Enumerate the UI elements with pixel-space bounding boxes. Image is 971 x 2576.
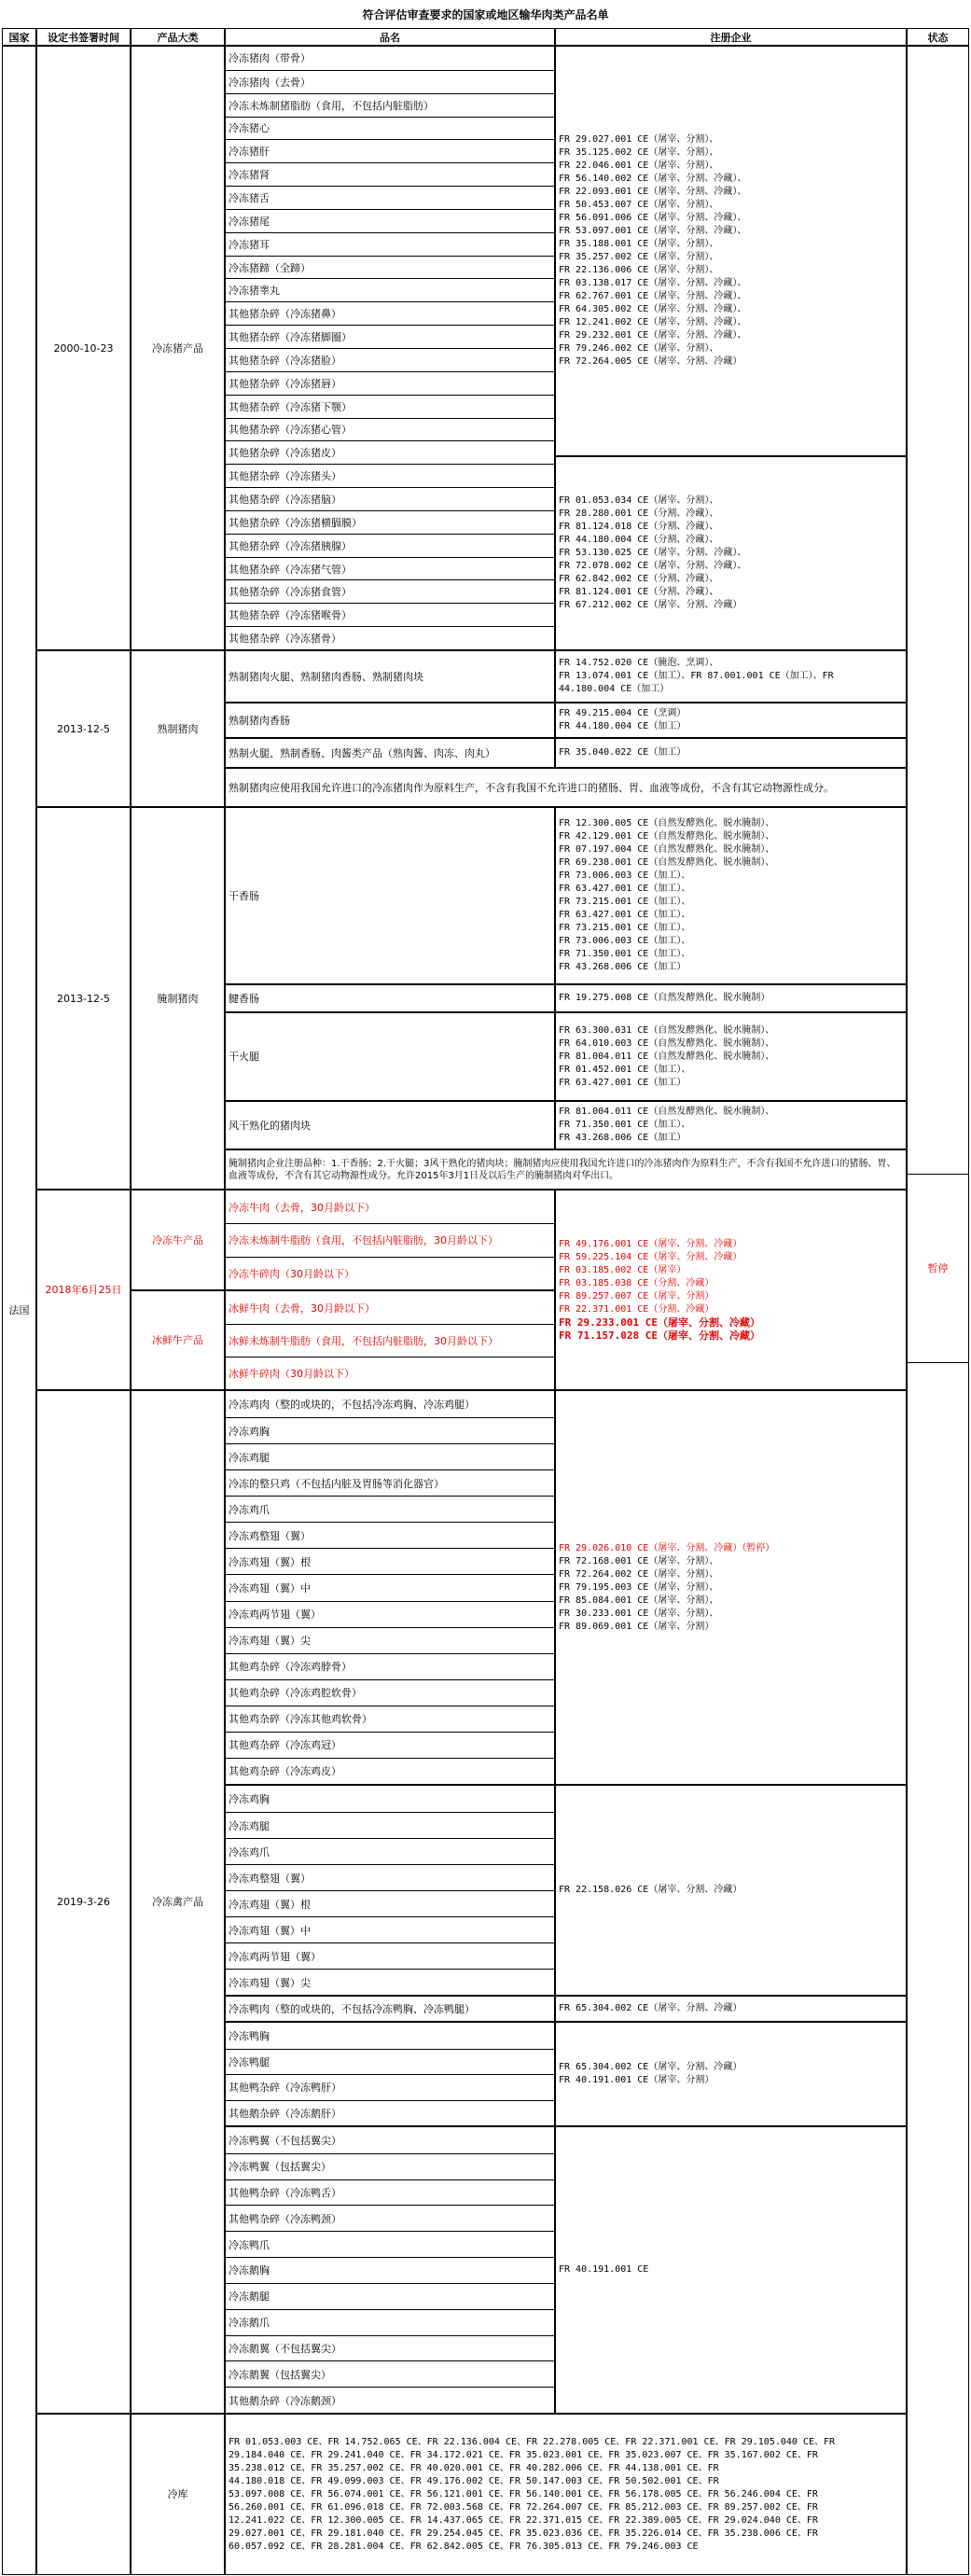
product-item: 冷冻鸡胸 (229, 1793, 270, 1805)
poultry-group1-enterprise-list: FR 72.168.001 CE（屠宰、分割）、 FR 72.264.002 CE（屠宰、分割）、 FR 79.195.003 CE（屠宰、分割）、 FR 85.084.001 CE（屠宰、分割）、 FR 30.233.001 CE（屠宰、分割）、 FR 89.069.001 CE（屠宰、分割） (559, 1555, 719, 1632)
product-item: 冰鲜未炼制牛脂肪（食用，不包括内脏脂肪，30月龄以下） (226, 1324, 554, 1357)
product-item: 冷冻牛肉（去骨，30月龄以下） (229, 1201, 375, 1214)
pork-product-list (225, 46, 555, 650)
poultry-group3-enterprises: FR 65.304.002 CE（屠宰、分割、冷藏） (555, 1996, 907, 2022)
product-item: 其他鸡杂碎（冷冻鸡脖骨） (226, 1653, 554, 1679)
product-item: 冷冻鹅胸 (226, 2257, 554, 2283)
beef-enterprise-item: FR 03.185.002 CE（屠宰） (559, 1264, 687, 1275)
cooked-product-3: 熟制火腿、熟制香肠、肉酱类产品（熟肉酱、肉冻、肉丸） (225, 738, 555, 768)
product-item: 其他鹅杂碎（冷冻鹅肝） (226, 2100, 554, 2126)
product-item: 其他猪杂碎（冷冻猪气管） (226, 557, 554, 580)
product-item: 其他鸭杂碎（冷冻鸭颈） (226, 2205, 554, 2231)
product-item: 冷冻猪肾 (226, 162, 554, 186)
product-item: 其他鸡杂碎（冷冻其他鸡软骨） (226, 1706, 554, 1732)
product-item: 冷冻鸡肉（整的或块的，不包括冷冻鸡胸、冷冻鸡腿） (229, 1399, 475, 1412)
product-item: 其他猪杂碎（冷冻猪胰腺） (226, 534, 554, 557)
beef-enterprises (555, 1190, 907, 1390)
product-item: 其他鸭杂碎（冷冻鸭舌） (226, 2179, 554, 2206)
coldstore-category: 冷库 (131, 2414, 225, 2575)
header-product: 品名 (225, 28, 555, 46)
cooked-product-2: 熟制猪肉香肠 (225, 703, 555, 738)
product-item: 冷冻鸡两节翅（翼） (226, 1601, 554, 1627)
product-item: 冷冻猪尾 (226, 209, 554, 232)
product-item: 冷冻鸡胸 (226, 1417, 554, 1443)
product-item: 冷冻猪蹄（全蹄） (226, 256, 554, 279)
poultry-group1-products (225, 1390, 555, 1785)
product-item: 冷冻鸡翅（翼）根 (226, 1548, 554, 1574)
poultry-group5-products (225, 2126, 555, 2414)
product-item: 其他猪杂碎（冷冻猪鼻） (226, 301, 554, 325)
header-country: 国家 (2, 28, 36, 46)
product-item: 冷冻鸡爪 (226, 1496, 554, 1522)
beef-fresh-category: 冰鲜牛产品 (131, 1290, 225, 1390)
cured-enterprise-3: FR 63.300.031 CE（自然发酵熟化、脱水腌制）、 FR 64.010.003 CE（自然发酵熟化、脱水腌制）、 FR 81.004.011 CE（自然发酵熟化、脱水腌制）、 FR 01.452.001 CE（加工）、 FR 63.427.001 CE（加工） (555, 1012, 907, 1101)
poultry-group5-enterprises: FR 40.191.001 CE (555, 2126, 907, 2414)
product-item: 冷冻鸡爪 (226, 1838, 554, 1864)
beef-enterprise-item: FR 29.233.001 CE（屠宰、分割、冷藏） (559, 1316, 760, 1329)
poultry-group2-enterprises: FR 22.158.026 CE（屠宰、分割、冷藏） (555, 1785, 907, 1996)
header-date: 设定书签署时间 (36, 28, 131, 46)
product-item: 冷冻鸡翅（翼）尖 (226, 1969, 554, 1995)
product-item: 其他猪杂碎（冷冻猪唇） (226, 371, 554, 395)
product-item: 冷冻未炼制牛脂肪（食用，不包括内脏脂肪，30月龄以下） (226, 1223, 554, 1256)
product-item: 冷冻鸭翼（包括翼尖） (226, 2153, 554, 2179)
product-item: 冷冻牛碎肉（30月龄以下） (226, 1257, 554, 1289)
poultry-group2-products (225, 1785, 555, 1996)
product-item: 其他鸡杂碎（冷冻鸡腔软骨） (226, 1679, 554, 1706)
product-item: 冷冻猪睾丸 (226, 278, 554, 301)
beef-frozen-category: 冷冻牛产品 (131, 1190, 225, 1290)
product-item: 冷冻鹅翼（不包括翼尖） (226, 2335, 554, 2361)
product-item: 冷冻鸡翅（翼）根 (226, 1890, 554, 1916)
header-category: 产品大类 (131, 28, 225, 46)
beef-enterprise-item: FR 49.176.001 CE（屠宰、分割、冷藏） (559, 1238, 742, 1249)
product-item: 冷冻鸡翅（翼）中 (226, 1916, 554, 1942)
coldstore-date (36, 2414, 131, 2575)
product-item: 冷冻鸡整翅（翼） (226, 1864, 554, 1890)
beef-enterprise-item: FR 89.257.007 CE（屠宰、分割） (559, 1290, 714, 1302)
cured-date: 2013-12-5 (36, 807, 131, 1190)
product-item: 其他猪杂碎（冷冻猪头） (226, 464, 554, 487)
product-item: 其他猪杂碎（冷冻猪脸） (226, 348, 554, 371)
header-status: 状态 (907, 28, 969, 46)
product-item: 冷冻的整只鸡（不包括内脏及胃肠等消化器官） (226, 1469, 554, 1496)
product-item: 冷冻猪舌 (226, 186, 554, 209)
cooked-enterprise-1: FR 14.752.020 CE（腌泡、烹调）、 FR 13.074.001 CE（加工）、FR 87.001.001 CE（加工）、FR 44.180.004 CE（加工） (555, 650, 907, 703)
product-item: 其他鸡杂碎（冷冻鸡皮） (226, 1758, 554, 1784)
product-table (2, 28, 969, 2575)
product-item: 其他猪杂碎（冷冻猪喉骨） (226, 603, 554, 626)
product-item: 冷冻鹅腿 (226, 2283, 554, 2309)
product-item: 其他猪杂碎（冷冻猪心管） (226, 418, 554, 441)
cured-product-1: 干香肠 (225, 807, 555, 984)
pork-enterprises-b: FR 01.053.034 CE（屠宰、分割）、 FR 28.280.001 CE（分割、冷藏）、 FR 81.124.018 CE（分割、冷藏）、 FR 44.180.004 CE（分割、冷藏）、 FR 53.130.025 CE（屠宰、分割、冷藏）、 FR 72.078.002 CE（屠宰、分割、冷藏）、 FR 62.842.002 CE（分割、冷藏）、 FR 81.124.001 CE（分割、冷藏）、 FR 67.212.002 CE（屠宰、分割、冷藏） (555, 456, 907, 650)
country-cell: 法国 (2, 46, 36, 2575)
product-item: 其他猪杂碎（冷冻猪骨） (226, 626, 554, 649)
product-item: 冷冻鸭胸 (229, 2029, 270, 2042)
beef-enterprise-item: FR 59.225.104 CE（屠宰、分割、冷藏） (559, 1251, 742, 1262)
product-item: 冰鲜牛碎肉（30月龄以下） (226, 1357, 554, 1389)
product-item: 其他鸡杂碎（冷冻鸡冠） (226, 1732, 554, 1758)
product-item: 冷冻鸡翅（翼）尖 (226, 1627, 554, 1653)
cooked-category: 熟制猪肉 (131, 650, 225, 807)
product-item: 冷冻鸭肉（整的或块的，不包括冷冻鸭胸、冷冻鸭腿） (229, 2003, 475, 2015)
cooked-enterprise-2: FR 49.215.004 CE（烹调） FR 44.180.004 CE（加工） (555, 703, 907, 738)
cooked-product-1: 熟制猪肉火腿、熟制猪肉香肠、熟制猪肉块 (225, 650, 555, 703)
product-item: 冷冻猪心 (226, 117, 554, 140)
product-item: 冷冻鸭翼（不包括翼尖） (229, 2134, 341, 2147)
product-item: 冷冻鹅翼（包括翼尖） (226, 2360, 554, 2387)
product-item: 冷冻猪肉（去骨） (226, 70, 554, 93)
product-item: 冷冻猪肝 (226, 139, 554, 162)
beef-fresh-products (225, 1290, 555, 1390)
product-item: 其他猪杂碎（冷冻猪横膈膜） (226, 510, 554, 534)
product-item: 冷冻鸡两节翅（翼） (226, 1942, 554, 1969)
product-item: 冷冻猪耳 (226, 232, 554, 256)
product-item: 冷冻鸡腿 (226, 1812, 554, 1838)
poultry-group1-enterprises (555, 1390, 907, 1785)
document-title: 符合评估审查要求的国家或地区输华肉类产品名单 (362, 7, 609, 21)
product-item: 冷冻鹅爪 (226, 2309, 554, 2335)
poultry-date: 2019-3-26 (36, 1390, 131, 2414)
poultry-group3-products (225, 1996, 555, 2022)
product-item: 其他猪杂碎（冷冻猪皮） (226, 440, 554, 464)
cured-enterprise-2: FR 19.275.008 CE（自然发酵熟化、脱水腌制） (555, 984, 907, 1012)
beef-enterprise-item: FR 03.185.038 CE（分割、冷藏） (559, 1277, 714, 1288)
product-item: 其他猪杂碎（冷冻猪脚圈） (226, 325, 554, 348)
product-item: 其他鹅杂碎（冷冻鹅颈） (226, 2387, 554, 2413)
coldstore-enterprises: FR 01.053.003 CE、FR 14.752.065 CE、FR 22.136.004 CE、FR 22.278.005 CE、FR 22.371.001 CE、FR 29.105.040 CE、FR 29.184.040 CE、FR 29.241.040 CE、FR 34.172.021 CE、FR 35.023.001 CE、FR 35.023.007 CE、FR 35.167.002 CE、FR 35.238.012 CE、FR 35.257.002 CE、FR 40.020.001 CE、FR 40.282.006 CE、FR 44.138.001 CE、FR 44.180.018 CE、FR 49.099.003 CE、FR 49.176.002 CE、FR 50.147.003 CE、FR 50.502.001 CE、FR 53.097.008 CE、FR 56.074.001 CE、FR 56.121.001 CE、FR 56.140.001 CE、FR 56.178.005 CE、FR 56.246.004 CE、FR 56.260.001 CE、FR 61.096.018 CE、FR 72.003.568 CE、FR 72.264.007 CE、FR 85.212.003 CE、FR 89.257.002 CE、FR 12.241.022 CE、FR 12.300.005 CE、FR 14.437.065 CE、FR 22.371.015 CE、FR 22.389.005 CE、FR 29.024.040 CE、FR 29.027.001 CE、FR 29.181.040 CE、FR 29.254.045 CE、FR 35.023.036 CE、FR 35.226.014 CE、FR 35.238.006 CE、FR 60.057.092 CE、FR 28.281.004 CE、FR 62.842.005 CE、FR 76.305.013 CE、FR 79.246.003 CE (225, 2414, 907, 2575)
cured-category: 腌制猪肉 (131, 807, 225, 1190)
cooked-date: 2013-12-5 (36, 650, 131, 807)
beef-date: 2018年6月25日 (36, 1190, 131, 1390)
product-item: 其他猪杂碎（冷冻猪下颚） (226, 395, 554, 418)
cured-product-4: 风干熟化的猪肉块 (225, 1101, 555, 1149)
product-item: 冰鲜牛肉（去骨，30月龄以下） (229, 1302, 375, 1315)
product-item: 其他猪杂碎（冷冻猪脑） (226, 487, 554, 510)
cured-enterprise-4: FR 81.004.011 CE（自然发酵熟化、脱水腌制）、 FR 71.350.001 CE（加工）、 FR 43.268.006 CE（加工） (555, 1101, 907, 1149)
product-item: 其他鸭杂碎（冷冻鸭肝） (226, 2074, 554, 2100)
poultry-group4-enterprises: FR 65.304.002 CE（屠宰、分割、冷藏） FR 40.191.001 CE（屠宰、分割） (555, 2022, 907, 2126)
product-item: 冷冻鸭爪 (226, 2231, 554, 2257)
product-item: 冷冻未炼制猪脂肪（食用，不包括内脏脂肪） (226, 93, 554, 117)
cured-enterprise-1: FR 12.300.005 CE（自然发酵熟化、脱水腌制）、 FR 42.129.001 CE（自然发酵熟化、脱水腌制）、 FR 07.197.004 CE（自然发酵熟化、脱水腌制）、 FR 69.238.001 CE（自然发酵熟化、脱水腌制）、 FR 73.006.003 CE（加工）、 FR 63.427.001 CE（加工）、 FR 73.215.001 CE（加工）、 FR 63.427.001 CE（加工）、 FR 73.215.001 CE（加工）、 FR 73.006.003 CE（加工）、 FR 71.350.001 CE（加工）、 FR 43.268.006 CE（加工） (555, 807, 907, 984)
cured-product-3: 干火腿 (225, 1012, 555, 1101)
cooked-note: 熟制猪肉应使用我国允许进口的冷冻猪肉作为原料生产，不含有我国不允许进口的猪肠、胃、血液等成份，不含有其它动物源性成分。 (225, 768, 907, 807)
product-item: 冷冻鸭腿 (226, 2049, 554, 2075)
pork-date: 2000-10-23 (36, 46, 131, 650)
pork-enterprises-a: FR 29.027.001 CE（屠宰、分割）、 FR 35.125.002 CE（屠宰、分割）、 FR 22.046.001 CE（屠宰、分割）、 FR 56.140.002 CE（屠宰、分割、冷藏）、 FR 22.093.001 CE（屠宰、分割、冷藏）、 FR 50.453.007 CE（屠宰、分割）、 FR 56.091.006 CE（屠宰、分割、冷藏）、 FR 53.097.001 CE（屠宰、分割、冷藏）、 FR 35.188.001 CE（屠宰、分割）、 FR 35.257.002 CE（屠宰、分割）、 FR 22.136.006 CE（屠宰、分割）、 FR 03.138.017 CE（屠宰、分割、冷藏）、 FR 62.767.001 CE（屠宰、分割、冷藏）、 FR 64.305.002 CE（屠宰、分割、冷藏）、 FR 12.241.002 CE（屠宰、分割、冷藏）、 FR 29.232.001 CE（屠宰、分割、冷藏）、 FR 79.246.002 CE（屠宰、分割）、 FR 72.264.005 CE（屠宰、分割、冷藏） (555, 46, 907, 456)
cooked-enterprise-3: FR 35.040.022 CE（加工） (555, 738, 907, 768)
product-item: 冷冻鸡腿 (226, 1443, 554, 1469)
product-item: 冷冻鸡整翅（翼） (226, 1522, 554, 1548)
cured-note: 腌制猪肉企业注册品种：1.干香肠；2.干火腿；3风干熟化的猪肉块；腌制猪肉应使用我国允许进口的冷冻猪肉作为原料生产，不含有我国不允许进口的猪肠、胃、血液等成份，不含有其它动物源性成分。允许2015年3月1日及以后生产的腌制猪肉对华出口。 (225, 1149, 907, 1190)
poultry-category: 冷冻禽产品 (131, 1390, 225, 2414)
product-item: 冷冻猪肉（带骨） (229, 52, 311, 65)
beef-enterprise-item: FR 22.371.001 CE（分割、冷藏） (559, 1303, 714, 1315)
product-item: 其他猪杂碎（冷冻猪食管） (226, 579, 554, 603)
poultry-suspended-enterprise: FR 29.026.010 CE（屠宰、分割、冷藏）（暂停） (559, 1542, 775, 1553)
header-enterprise: 注册企业 (555, 28, 907, 46)
product-item: 冷冻鸡翅（翼）中 (226, 1574, 554, 1600)
poultry-group4-products (225, 2022, 555, 2126)
beef-frozen-products (225, 1190, 555, 1290)
beef-enterprise-item: FR 71.157.028 CE（屠宰、分割、冷藏） (559, 1329, 760, 1342)
status-cell: 暂停 (907, 1174, 969, 1363)
pork-category: 冷冻猪产品 (131, 46, 225, 650)
cured-product-2: 腱香肠 (225, 984, 555, 1012)
